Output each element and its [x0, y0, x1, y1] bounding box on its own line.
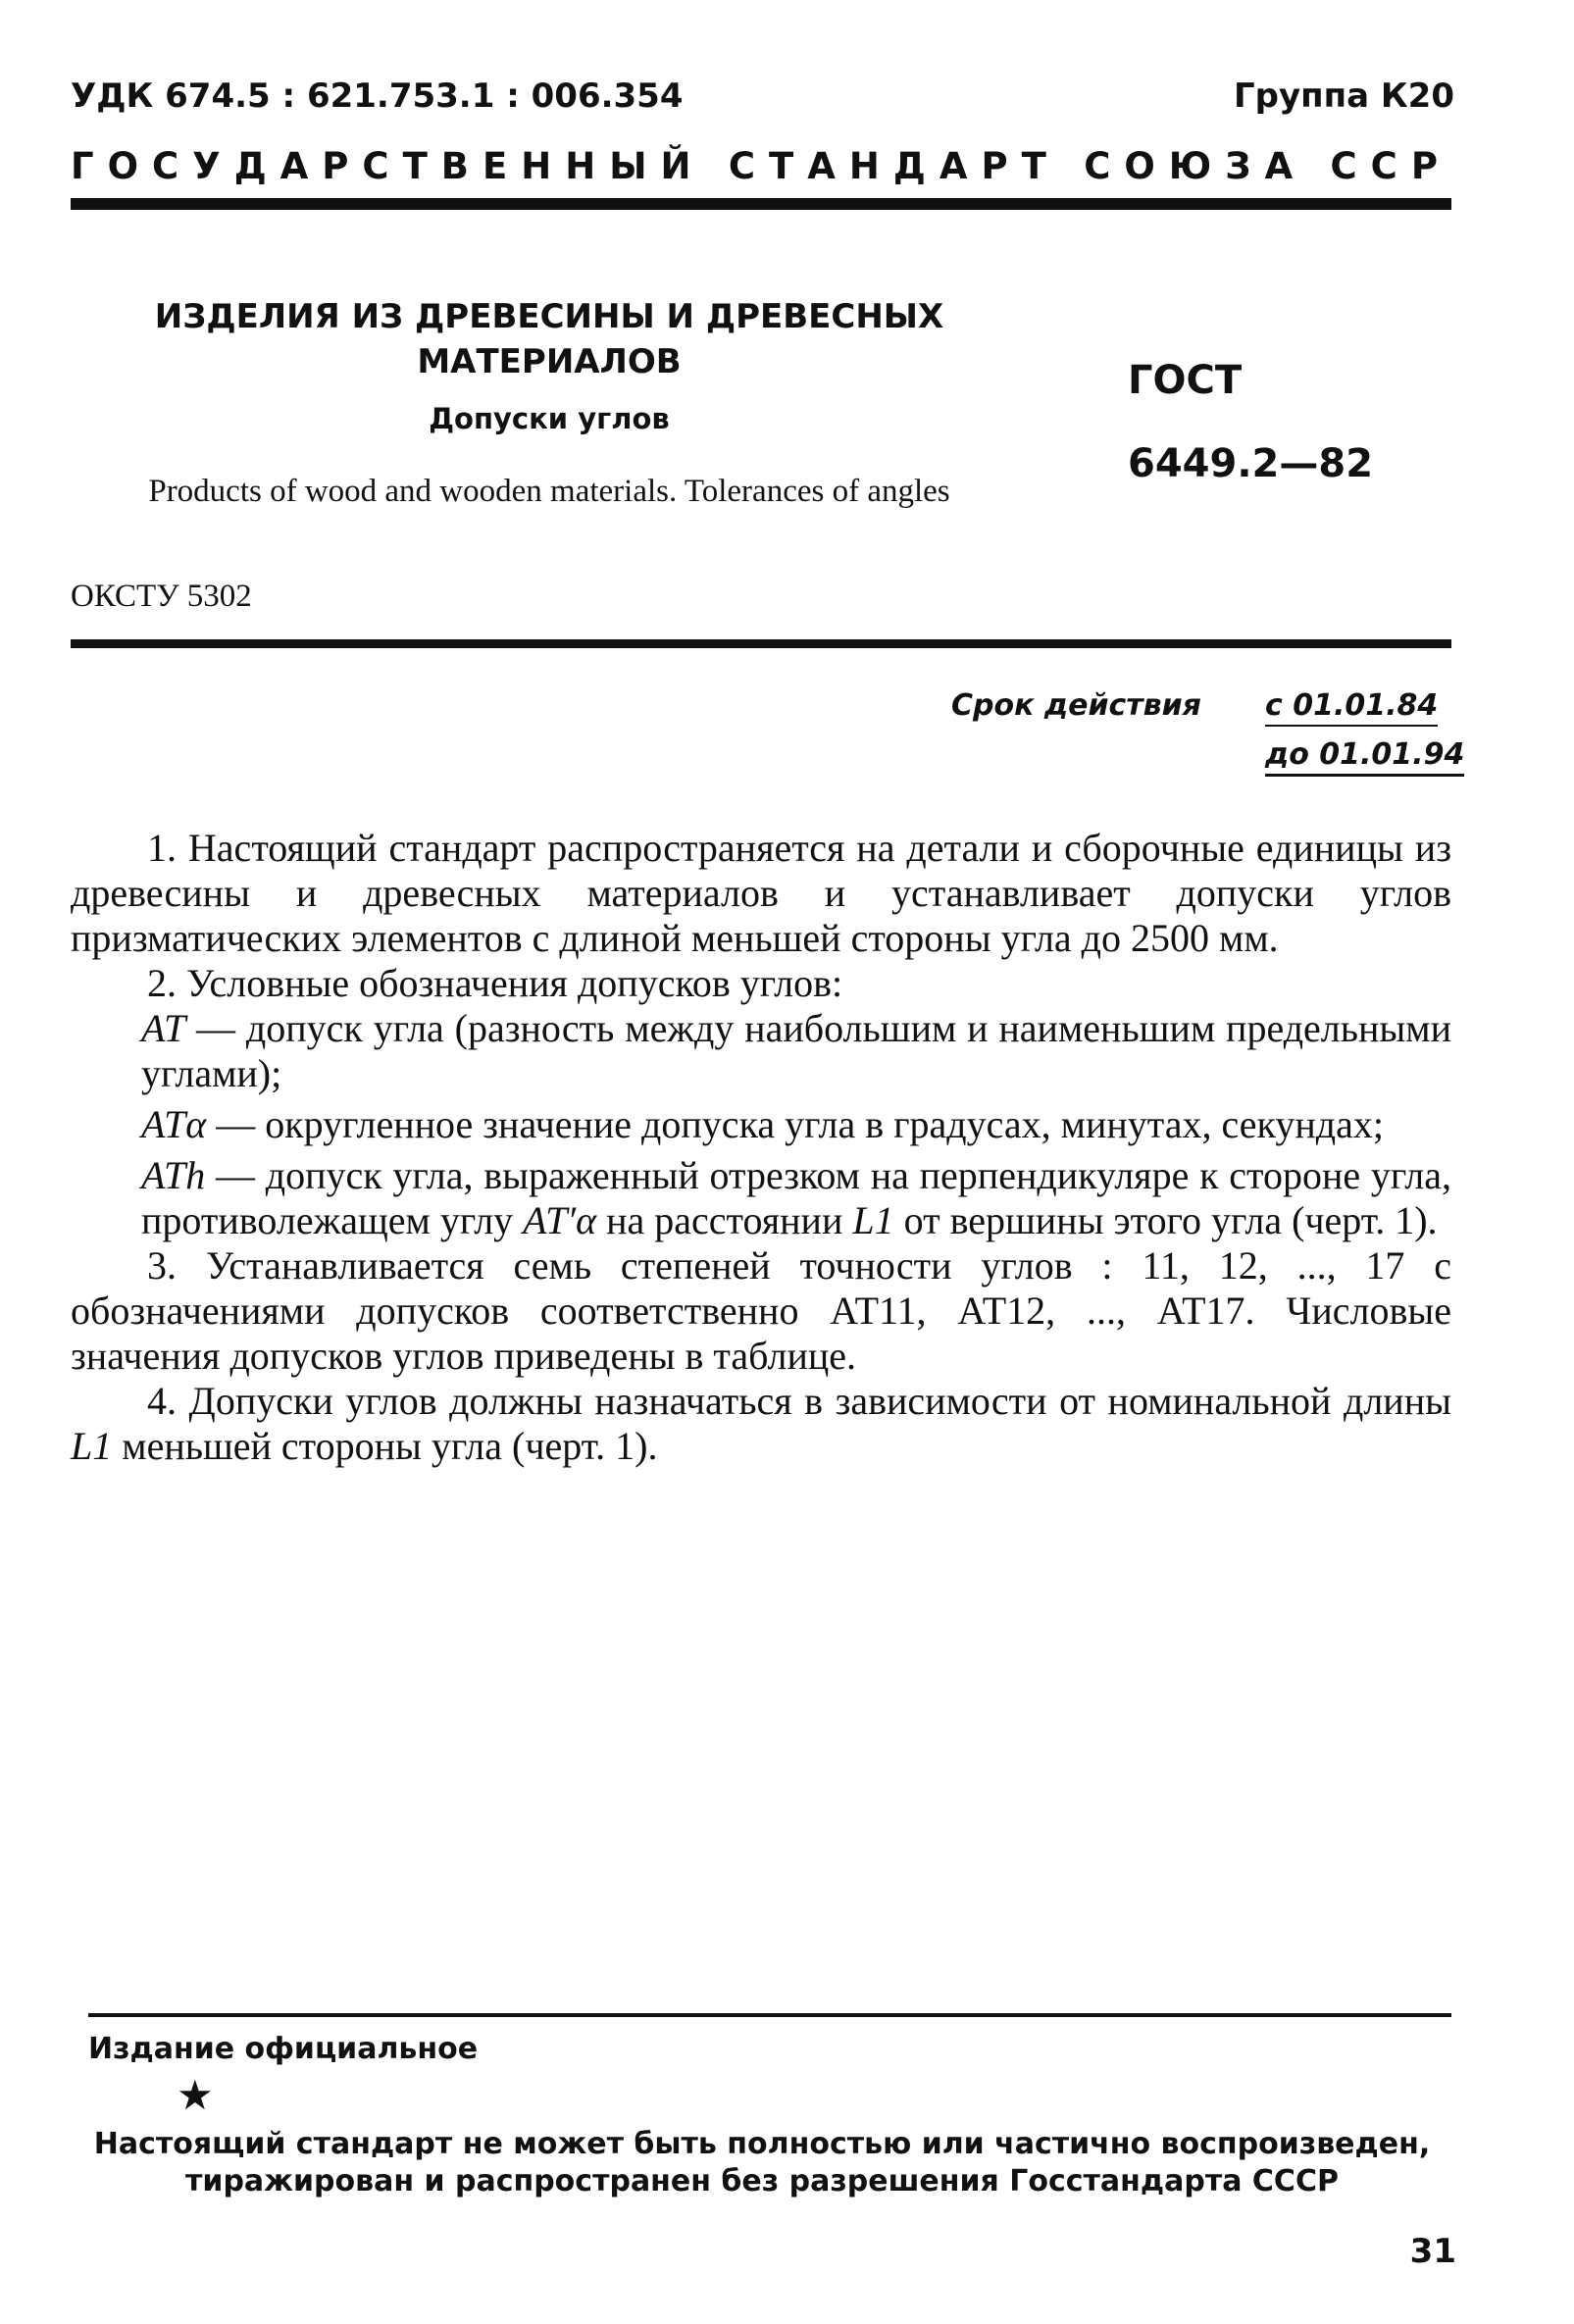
paragraph-3: 3. Устанавливается семь степеней точности углов : 11, 12, ..., 17 с обозначениями допусков соответственно АТ11, АТ12, ..., АТ17. Числовые значения допусков углов приведены в таблице.: [71, 1243, 1451, 1378]
body-text: [71, 826, 1451, 1469]
definition-at: [71, 1006, 1451, 1096]
paragraph-2: 2. Условные обозначения допусков углов:: [147, 961, 843, 1005]
symbol-at-alpha-prime: AT′α: [523, 1198, 597, 1242]
document-title: ИЗДЕЛИЯ ИЗ ДРЕВЕСИНЫ И ДРЕВЕСНЫХ МАТЕРИАЛОВ: [154, 297, 944, 381]
definition-at-alpha-text: — округленное значение допуска угла в градусах, минутах, секундах;: [206, 1102, 1384, 1146]
symbol-at-h: ATh: [141, 1153, 206, 1197]
document-subtitle: Допуски углов: [429, 402, 670, 435]
copyright-notice: Настоящий стандарт не может быть полностью или частично воспроизведен, тиражирован и распространен без разрешения Госстандарта СССР: [93, 2127, 1431, 2198]
edition-label: Издание официальное: [88, 2032, 479, 2066]
star-icon: ★: [177, 2071, 214, 2119]
gost-number: 6449.2—82: [1128, 441, 1374, 486]
definition-at-h-text-2: на расстоянии: [596, 1198, 853, 1242]
validity-to: до 01.01.94: [1265, 737, 1464, 777]
symbol-l1: L1: [71, 1424, 113, 1468]
validity-label: Срок действия: [951, 688, 1201, 723]
header-word: ССР: [1330, 145, 1451, 187]
definition-at-text: — допуск угла (разность между наибольшим и наименьшим предельными углами);: [141, 1006, 1451, 1095]
symbol-at: AT: [141, 1006, 186, 1050]
header-word: СОЮЗА: [1084, 145, 1307, 187]
standard-header-title: [71, 145, 1451, 187]
group-code: Группа К20: [1233, 76, 1454, 116]
footer-rule: [88, 2013, 1451, 2017]
definition-at-h-text-1: — допуск угла, выраженный отрезком на перпендикуляре к стороне угла, противолежащем углу: [141, 1153, 1451, 1242]
okstu-code: ОКСТУ 5302: [71, 579, 252, 614]
definition-at-h: [71, 1153, 1451, 1243]
symbol-at-alpha: ATα: [141, 1102, 207, 1146]
paragraph-4-text-1: 4. Допуски углов должны назначаться в зависимости от номинальной длины: [147, 1379, 1451, 1423]
definition-at-alpha: [71, 1102, 1451, 1147]
paragraph-1: 1. Настоящий стандарт распространяется на детали и сборочные единицы из древесины и древесных материалов и устанавливает допуски углов призматических элементов с длиной меньшей стороны угла до 2500 мм.: [71, 826, 1451, 960]
udk-code: УДК 674.5 : 621.753.1 : 006.354: [71, 76, 684, 116]
paragraph-4: [71, 1379, 1451, 1469]
title-rule: [71, 639, 1451, 648]
header-rule: [71, 198, 1451, 210]
header-word: ГОСУДАРСТВЕННЫЙ: [71, 145, 705, 187]
english-title: Products of wood and wooden materials. Tolerances of angles: [148, 474, 950, 509]
gost-label: ГОСТ: [1128, 358, 1243, 403]
definition-at-h-text-3: от вершины этого угла (черт. 1).: [893, 1198, 1438, 1242]
symbol-l1: L1: [852, 1198, 894, 1242]
validity-from: с 01.01.84: [1265, 688, 1438, 727]
page-number: 31: [1409, 2232, 1456, 2271]
header-word: СТАНДАРТ: [728, 145, 1060, 187]
paragraph-4-text-2: меньшей стороны угла (черт. 1).: [112, 1424, 658, 1468]
